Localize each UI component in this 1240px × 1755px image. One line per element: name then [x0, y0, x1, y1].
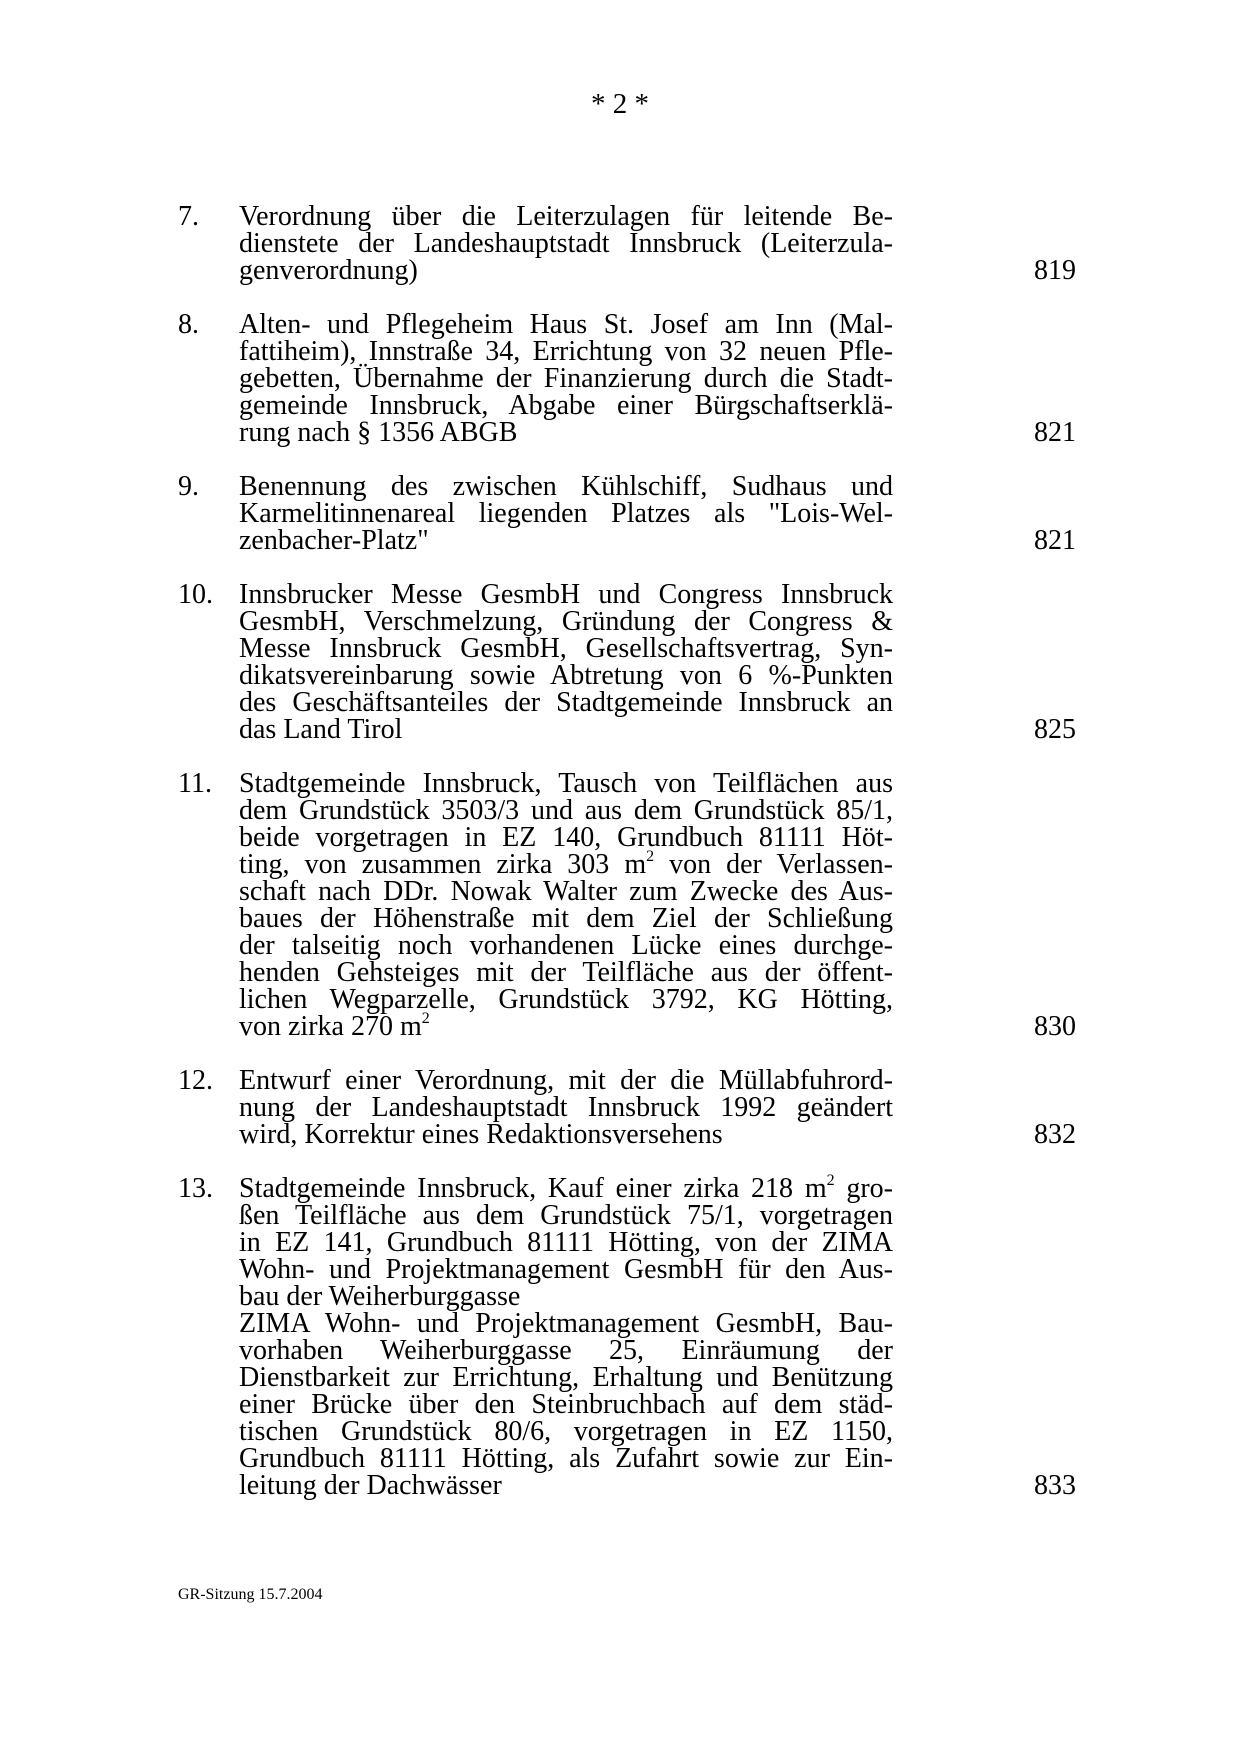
item-text-line: vorhaben Weiherburggasse 25, Einräumung der: [239, 1335, 893, 1366]
item-number: 12.: [178, 1065, 213, 1096]
item-page-reference: 821: [1034, 417, 1076, 448]
item-text: [239, 311, 893, 446]
item-text-line: Stadtgemeinde Innsbruck, Tausch von Teilflächen aus: [239, 768, 893, 799]
item-text-line: Dienstbarkeit zur Errichtung, Erhaltung und Benützung: [239, 1362, 893, 1393]
item-text-line: ting, von zusammen zirka 303 $m^2$ von der Verlassen-: [239, 848, 893, 880]
item-text-line: in EZ 141, Grundbuch 81111 Hötting, von der ZIMA: [239, 1227, 893, 1258]
item-text-line: gebetten, Übernahme der Finanzierung durch die Stadt-: [239, 363, 893, 394]
item-text-line: bau der Weiherburggasse: [239, 1281, 521, 1312]
item-text-line: einer Brücke über den Steinbruchbach auf dem städ-: [239, 1389, 893, 1420]
item-text-line: tischen Grundstück 80/6, vorgetragen in EZ 1150,: [239, 1416, 893, 1447]
item-number: 11.: [178, 768, 212, 799]
item-text: [239, 473, 893, 554]
item-text-line: genverordnung): [239, 255, 418, 286]
footer-session-date: GR-Sitzung 15.7.2004: [178, 1586, 323, 1603]
item-number: 13.: [178, 1173, 213, 1204]
item-text-line: von zirka 270 $m^2$: [239, 1010, 430, 1042]
item-text-line: gemeinde Innsbruck, Abgabe einer Bürgschaftserklä-: [239, 390, 893, 421]
item-text-line: des Geschäftsanteiles der Stadtgemeinde Innsbruck an: [239, 687, 893, 718]
item-page-reference: 832: [1034, 1119, 1076, 1150]
item-text-line: wird, Korrektur eines Redaktionsversehens: [239, 1119, 723, 1150]
item-text-line: fattiheim), Innstraße 34, Errichtung von 32 neuen Pfle-: [239, 336, 893, 367]
item-text-line: ßen Teilfläche aus dem Grundstück 75/1, vorgetragen: [239, 1200, 893, 1231]
item-text-line: Alten- und Pflegeheim Haus St. Josef am Inn (Mal-: [239, 309, 893, 340]
item-text-line: nung der Landeshauptstadt Innsbruck 1992 geändert: [239, 1092, 893, 1123]
item-text-line: ZIMA Wohn- und Projektmanagement GesmbH, Bau-: [239, 1308, 893, 1339]
item-number: 10.: [178, 579, 213, 610]
item-text-line: Innsbrucker Messe GesmbH und Congress Innsbruck: [239, 579, 893, 610]
item-text: [239, 581, 893, 743]
item-text-line: lichen Wegparzelle, Grundstück 3792, KG Hötting,: [239, 984, 893, 1015]
item-text-line: Benennung des zwischen Kühlschiff, Sudhaus und: [239, 471, 893, 502]
page-number: * 2 *: [591, 88, 649, 120]
item-text-line: Messe Innsbruck GesmbH, Gesellschaftsvertrag, Syn-: [239, 633, 893, 664]
item-text-line: baues der Höhenstraße mit dem Ziel der Schließung: [239, 903, 893, 934]
item-text-line: dem Grundstück 3503/3 und aus dem Grundstück 85/1,: [239, 795, 893, 826]
item-page-reference: 833: [1034, 1470, 1076, 1501]
item-text-line: das Land Tirol: [239, 714, 403, 745]
item-page-reference: 821: [1034, 525, 1076, 556]
item-number: 8.: [178, 309, 199, 340]
item-text-line: beide vorgetragen in EZ 140, Grundbuch 81111 Höt-: [239, 822, 893, 853]
item-text: [239, 1067, 893, 1148]
item-page-reference: 830: [1034, 1011, 1076, 1042]
item-text-line: Entwurf einer Verordnung, mit der die Müllabfuhrord-: [239, 1065, 893, 1096]
item-page-reference: 819: [1034, 255, 1076, 286]
item-text-line: Grundbuch 81111 Hötting, als Zufahrt sowie zur Ein-: [239, 1443, 893, 1474]
item-number: 7.: [178, 201, 199, 232]
item-text-line: Karmelitinnenareal liegenden Platzes als "Lois-Wel-: [239, 498, 893, 529]
item-text-line: dikatsvereinbarung sowie Abtretung von 6 %-Punkten: [239, 660, 893, 691]
item-text: [239, 1172, 893, 1501]
item-text: [239, 770, 893, 1040]
item-text-line: der talseitig noch vorhandenen Lücke eines durchge-: [239, 930, 893, 961]
item-text-line: Wohn- und Projektmanagement GesmbH für den Aus-: [239, 1254, 893, 1285]
item-text-line: zenbacher-Platz": [239, 525, 429, 556]
item-text-line: dienstete der Landeshauptstadt Innsbruck (Leiterzula-: [239, 228, 893, 259]
item-text-line: leitung der Dachwässer: [239, 1470, 502, 1501]
item-text: [239, 203, 893, 284]
item-text-line: schaft nach DDr. Nowak Walter zum Zwecke des Aus-: [239, 876, 893, 907]
item-text-line: Stadtgemeinde Innsbruck, Kauf einer zirka 218 $m^2$ gro-: [239, 1172, 893, 1204]
item-page-reference: 825: [1034, 714, 1076, 745]
item-text-line: henden Gehsteiges mit der Teilfläche aus der öffent-: [239, 957, 893, 988]
item-text-line: Verordnung über die Leiterzulagen für leitende Be-: [239, 201, 893, 232]
item-number: 9.: [178, 471, 199, 502]
item-text-line: GesmbH, Verschmelzung, Gründung der Congress &: [239, 606, 893, 637]
item-text-line: rung nach § 1356 ABGB: [239, 417, 518, 448]
